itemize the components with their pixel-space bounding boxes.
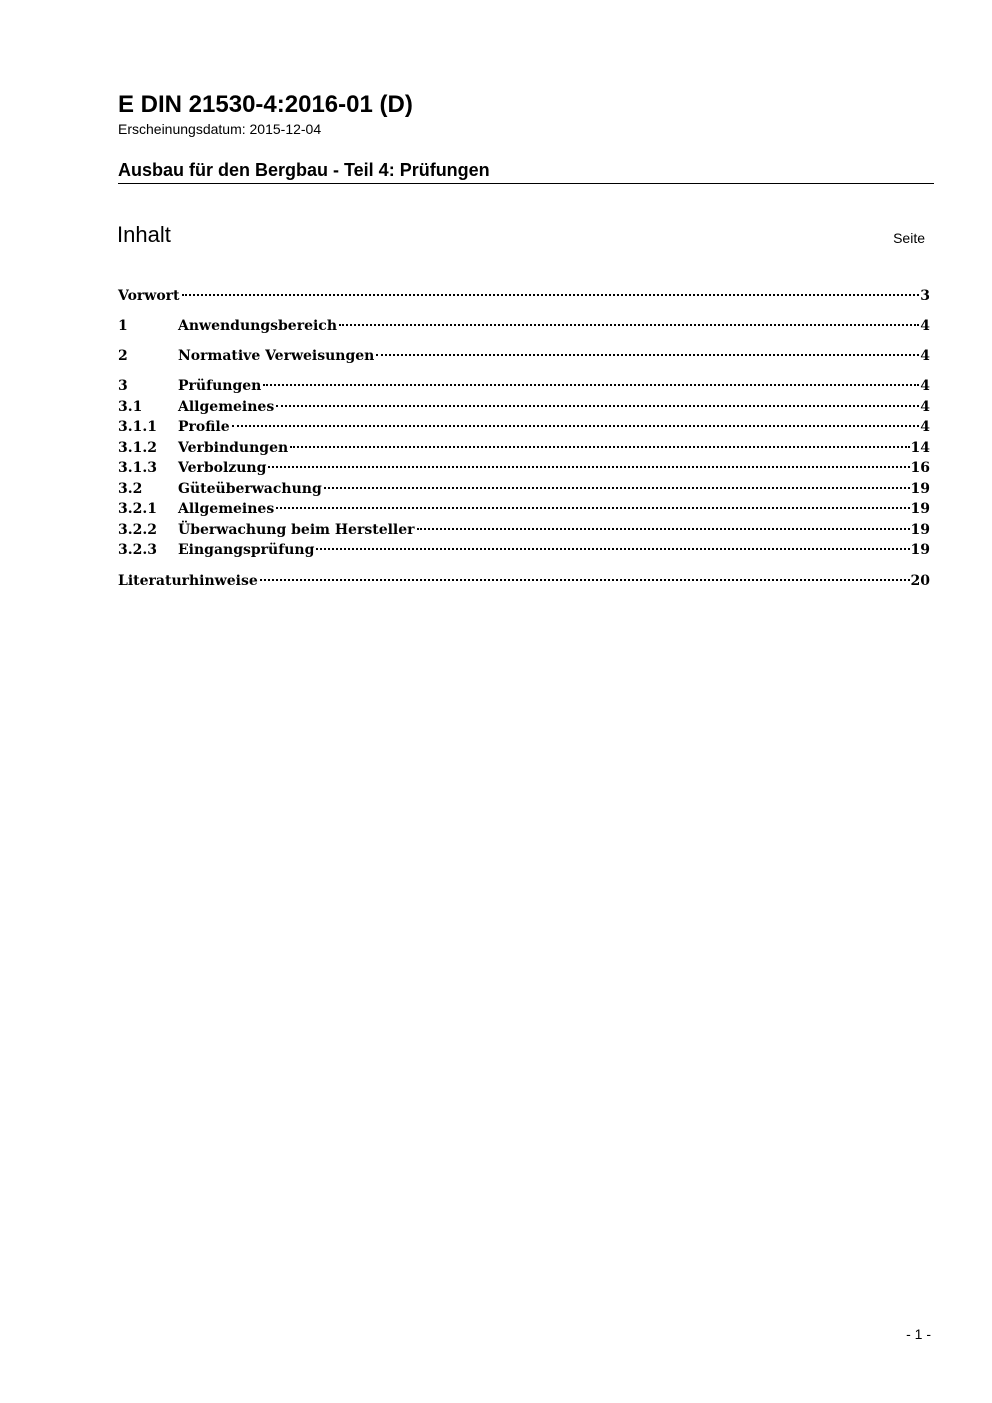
toc-entry-number: 2	[118, 348, 128, 364]
toc-entry-title: Verbolzung	[178, 460, 267, 476]
toc-entry-number: 3.1	[118, 399, 143, 415]
toc-leader-dots	[232, 411, 920, 431]
toc-entry-title: Prüfungen	[178, 378, 262, 394]
toc-entry-title: Eingangsprüfung	[178, 542, 315, 558]
toc-entry-allgemeines-2[interactable]	[118, 493, 930, 517]
toc-entry-allgemeines[interactable]	[118, 391, 930, 415]
toc-entry-title: Vorwort	[118, 288, 180, 304]
toc-entry-title: Allgemeines	[178, 501, 275, 517]
toc-entry-page: 4	[920, 318, 930, 334]
toc-entry-normative-verweisungen[interactable]	[118, 340, 930, 364]
toc-leader-dots	[182, 280, 920, 300]
page-number: - 1 -	[906, 1326, 931, 1342]
toc-entry-title: Anwendungsbereich	[178, 318, 337, 334]
toc-entry-page: 19	[910, 481, 930, 497]
toc-leader-dots	[268, 452, 909, 472]
toc-leader-dots	[376, 340, 919, 360]
toc-entry-number: 3.2.1	[118, 501, 157, 517]
toc-entry-number: 3.1.2	[118, 440, 157, 456]
toc-entry-number: 3.2.2	[118, 522, 157, 538]
toc-entry-literaturhinweise[interactable]	[118, 565, 930, 589]
toc-entry-anwendungsbereich[interactable]	[118, 310, 930, 334]
toc-heading: Inhalt	[117, 222, 171, 247]
toc-entry-number: 3.2	[118, 481, 143, 497]
toc-entry-pruefungen[interactable]	[118, 370, 930, 394]
toc-entry-page: 19	[910, 522, 930, 538]
toc-entry-title: Güteüberwachung	[178, 481, 322, 497]
toc-entry-title: Literaturhinweise	[118, 573, 258, 589]
toc-entry-page: 19	[910, 542, 930, 558]
toc-entry-number: 3.1.3	[118, 460, 157, 476]
toc-leader-dots	[276, 493, 909, 513]
toc-entry-page: 19	[910, 501, 930, 517]
toc-entry-page: 16	[910, 460, 930, 476]
toc-leader-dots	[260, 565, 910, 585]
toc-entry-profile[interactable]	[118, 411, 930, 435]
toc-entry-title: Verbindungen	[178, 440, 289, 456]
toc-entry-verbindungen[interactable]	[118, 432, 930, 456]
toc-entry-page: 4	[920, 419, 930, 435]
toc-entry-page: 4	[920, 378, 930, 394]
toc-entry-page: 20	[910, 573, 930, 589]
toc-entry-title: Allgemeines	[178, 399, 275, 415]
toc-leader-dots	[339, 310, 919, 330]
toc-entry-page: 3	[920, 288, 930, 304]
toc-entry-title: Profile	[178, 419, 230, 435]
toc-entry-page: 4	[920, 348, 930, 364]
toc-leader-dots	[290, 432, 909, 452]
toc-entry-ueberwachung-hersteller[interactable]	[118, 514, 930, 538]
toc-leader-dots	[316, 534, 909, 554]
publication-date: Erscheinungsdatum: 2015-12-04	[118, 121, 322, 137]
toc-leader-dots	[417, 514, 910, 534]
toc-entry-verbolzung[interactable]	[118, 452, 930, 476]
title-divider	[118, 183, 934, 184]
toc-entry-number: 3.2.3	[118, 542, 157, 558]
toc-entry-page: 4	[920, 399, 930, 415]
toc-leader-dots	[324, 473, 910, 493]
toc-entry-title: Überwachung beim Hersteller	[178, 522, 415, 538]
toc-entry-gueteueberwachung[interactable]	[118, 473, 930, 497]
document-title: Ausbau für den Bergbau - Teil 4: Prüfungen	[118, 160, 490, 180]
toc-entry-number: 3	[118, 378, 128, 394]
toc-leader-dots	[263, 370, 919, 390]
toc-entry-title: Normative Verweisungen	[178, 348, 375, 364]
toc-leader-dots	[276, 391, 919, 411]
toc-entry-eingangspruefung[interactable]	[118, 534, 930, 558]
toc-entry-number: 3.1.1	[118, 419, 157, 435]
toc-entry-vorwort[interactable]	[118, 280, 930, 304]
toc-page-column-label: Seite	[893, 230, 925, 246]
toc-entry-number: 1	[118, 318, 128, 334]
toc-entry-page: 14	[910, 440, 930, 456]
document-id: E DIN 21530-4:2016-01 (D)	[118, 91, 413, 118]
